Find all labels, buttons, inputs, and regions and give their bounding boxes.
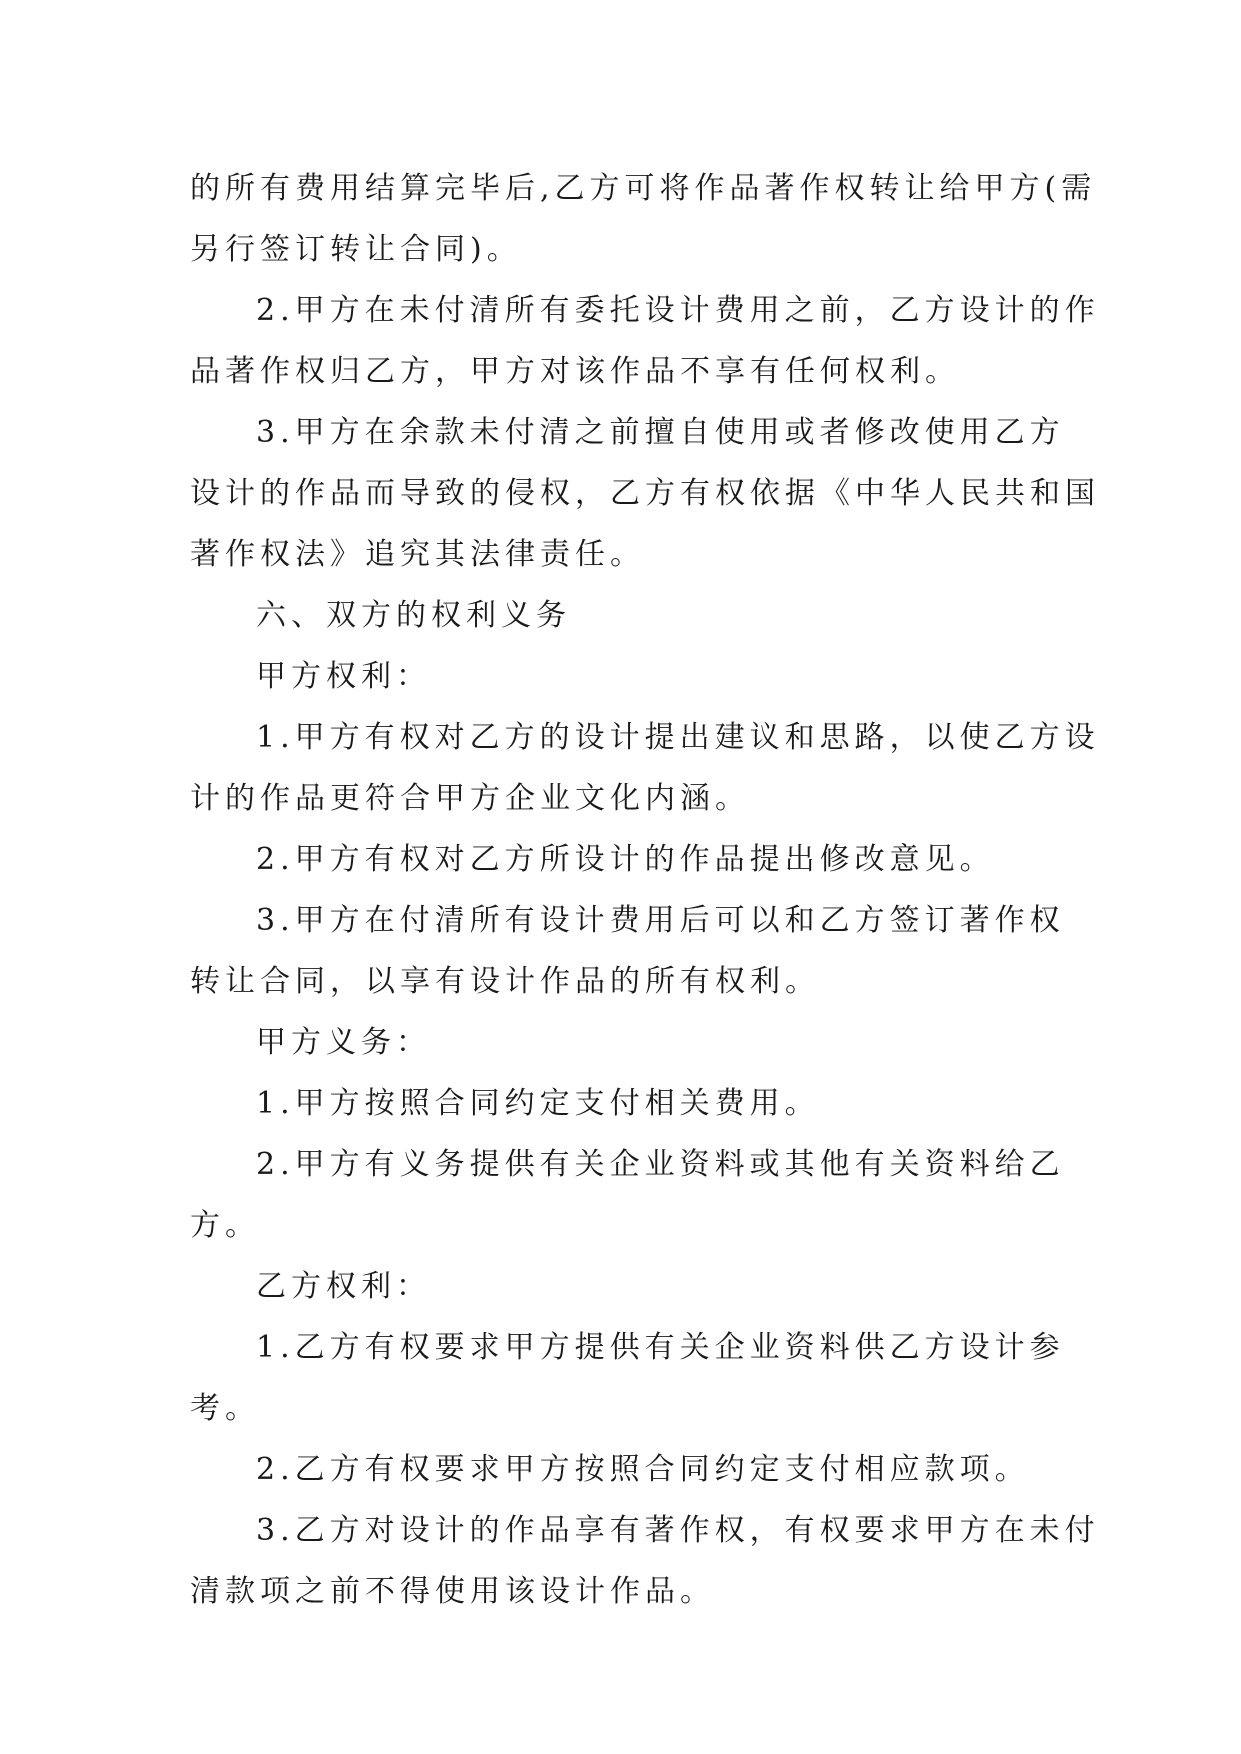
subsection-heading: 乙方权利： [256,1269,431,1304]
text-line: 1.甲方有权对乙方的设计提出建议和思路，以使乙方设 [256,720,1100,755]
text-line: 的所有费用结算完毕后,乙方可将作品著作权转让给甲方(需 [190,171,1097,206]
text-line: 另行签订转让合同)。 [190,232,522,267]
text-line: 品著作权归乙方，甲方对该作品不享有任何权利。 [190,354,960,389]
text-line: 1.甲方按照合同约定支付相关费用。 [256,1086,820,1121]
subsection-heading: 甲方权利： [256,659,431,694]
text-line: 2.甲方有权对乙方所设计的作品提出修改意见。 [256,842,995,877]
text-line: 清款项之前不得使用该设计作品。 [190,1574,715,1609]
text-line: 考。 [190,1391,260,1426]
document-body [190,158,1100,1622]
text-line: 2.甲方有义务提供有关企业资料或其他有关资料给乙 [256,1147,1065,1182]
text-line: 3.乙方对设计的作品享有著作权，有权要求甲方在未付 [256,1513,1100,1548]
text-line: 3.甲方在付清所有设计费用后可以和乙方签订著作权 [256,903,1065,938]
text-line: 计的作品更符合甲方企业文化内涵。 [190,781,750,816]
text-line: 方。 [190,1208,260,1243]
section-heading: 六、双方的权利义务 [256,598,571,633]
text-line: 2.乙方有权要求甲方按照合同约定支付相应款项。 [256,1452,1030,1487]
text-line: 1.乙方有权要求甲方提供有关企业资料供乙方设计参 [256,1330,1065,1365]
subsection-heading: 甲方义务： [256,1025,431,1060]
text-line: 3.甲方在余款未付清之前擅自使用或者修改使用乙方 [256,415,1065,450]
text-line: 转让合同，以享有设计作品的所有权利。 [190,964,820,999]
text-line: 著作权法》追究其法律责任。 [190,537,645,572]
text-line: 2.甲方在未付清所有委托设计费用之前，乙方设计的作 [256,293,1100,328]
text-line: 设计的作品而导致的侵权，乙方有权依据《中华人民共和国 [190,476,1100,511]
